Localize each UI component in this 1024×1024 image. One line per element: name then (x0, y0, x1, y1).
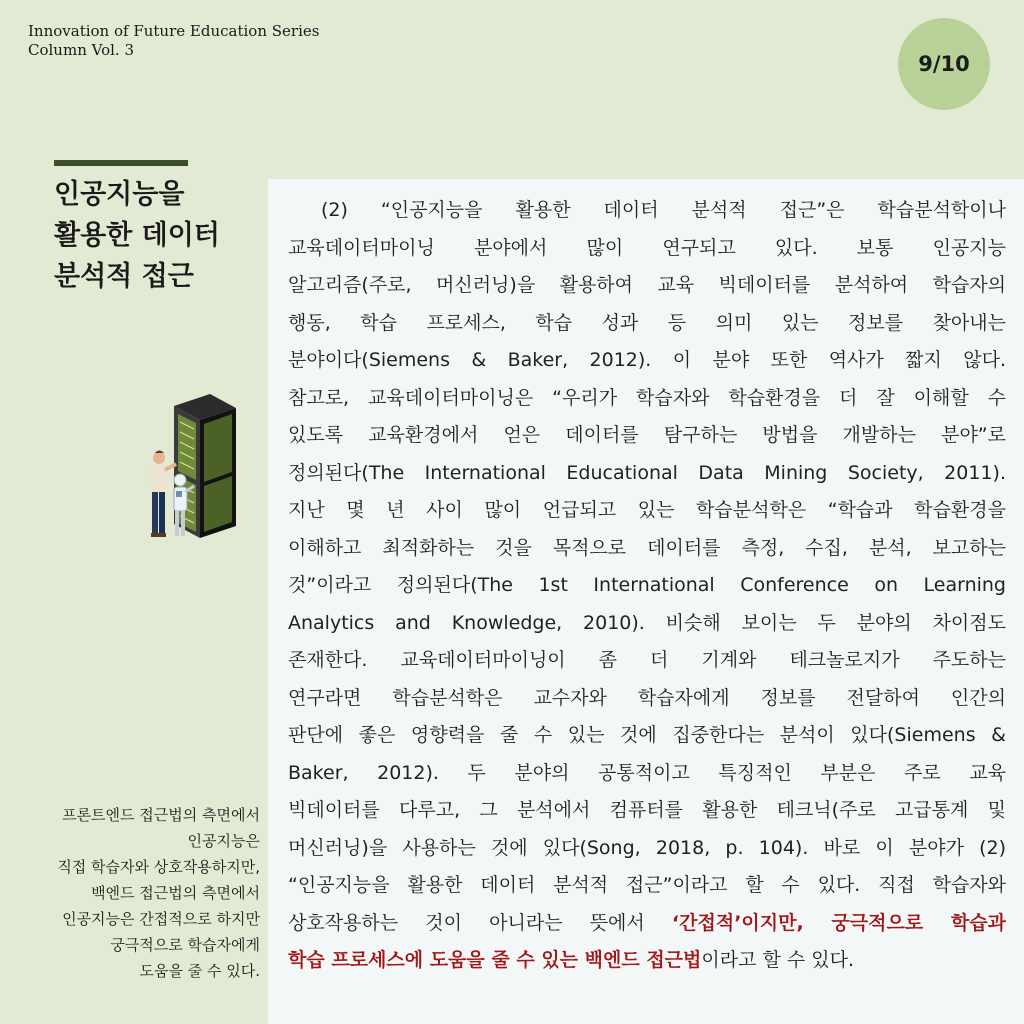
body-line: 존재한다. 교육데이터마이닝이 좀 더 기계와 테크놀로지가 주도하는 (288, 649, 1006, 671)
body-line-mixed (288, 942, 1006, 980)
section-title-line: 분석적 접근 (54, 261, 194, 292)
body-line: 행동, 학습 프로세스, 학습 성과 등 의미 있는 정보를 찾아내는 (288, 311, 1006, 334)
side-note-line: 궁극적으로 학습자에게 (110, 936, 260, 954)
body-line: Analytics and Knowledge, 2010). 비슷해 보이는 두 분야의 차이점도 (288, 611, 1006, 634)
body-line: 머신러닝)을 사용하는 것에 있다(Song, 2018, p. 104). 바로 이 분야가 (2) (288, 836, 1006, 859)
column-volume: Column Vol. 3 (28, 41, 134, 59)
body-line: 참고로, 교육데이터마이닝은 “우리가 학습자와 학습환경을 더 잘 이해할 수 (288, 386, 1006, 409)
body-line: 정의된다(The International Educational Data Mining Society, 2011). (288, 461, 1006, 484)
page-number-badge: 9/10 (898, 18, 990, 110)
body-text-plain: 이라고 할 수 있다. (701, 949, 855, 971)
side-note-line: 도움을 줄 수 있다. (139, 962, 260, 980)
section-title-line: 활용한 데이터 (54, 220, 220, 251)
side-note-line: 직접 학습자와 상호작용하지만, (57, 858, 260, 876)
body-line: 것”이라고 정의된다(The 1st International Conference on Learning (288, 574, 1006, 596)
body-text-highlight: 학습 프로세스에 도움을 줄 수 있는 백엔드 접근법 (288, 949, 702, 971)
series-title: Innovation of Future Education Series (28, 22, 320, 40)
body-line: 이해하고 최적화하는 것을 목적으로 데이터를 측정, 수집, 분석, 보고하는 (288, 536, 1006, 559)
series-header (28, 22, 319, 60)
body-line: “인공지능을 활용한 데이터 분석적 접근”이라고 할 수 있다. 직접 학습자와 (288, 874, 1006, 896)
body-line: 연구라면 학습분석학은 교수자와 학습자에게 정보를 전달하여 인간의 (288, 686, 1006, 709)
body-line: 알고리즘(주로, 머신러닝)을 활용하여 교육 빅데이터를 분석하여 학습자의 (288, 274, 1006, 296)
body-line: 교육데이터마이닝 분야에서 많이 연구되고 있다. 보통 인공지능 (288, 236, 1006, 259)
body-text-highlight: ‘간접적’이지만, 궁극적으로 학습과 (671, 911, 1006, 934)
body-line: (2) “인공지능을 활용한 데이터 분석적 접근”은 학습분석학이나 (288, 199, 1006, 221)
body-line-mixed (288, 905, 1006, 943)
section-accent-bar (54, 160, 188, 166)
side-note-line: 프론트엔드 접근법의 측면에서 (62, 806, 260, 824)
body-line: 분야이다(Siemens & Baker, 2012). 이 분야 또한 역사가 짧지 않다. (288, 349, 1006, 371)
body-line: 판단에 좋은 영향력을 줄 수 있는 것에 집중한다는 분석이 있다(Siemens & (288, 724, 1006, 746)
server-rack-robot-person-illustration (138, 392, 238, 552)
section-title (54, 174, 264, 297)
body-text (288, 192, 1006, 980)
body-text-plain: 상호작용하는 것이 아니라는 뜻에서 (288, 911, 672, 934)
body-line: 빅데이터를 다루고, 그 분석에서 컴퓨터를 활용한 테크닉(주로 고급통계 및 (288, 799, 1006, 821)
side-note-line: 인공지능은 (187, 832, 260, 850)
side-note-line: 백엔드 접근법의 측면에서 (91, 884, 260, 902)
body-line: Baker, 2012). 두 분야의 공통적이고 특징적인 부분은 주로 교육 (288, 761, 1006, 784)
body-line: 있도록 교육환경에서 얻은 데이터를 탐구하는 방법을 개발하는 분야”로 (288, 424, 1006, 446)
body-line: 지난 몇 년 사이 많이 언급되고 있는 학습분석학은 “학습과 학습환경을 (288, 499, 1006, 521)
side-note-line: 인공지능은 간접적으로 하지만 (62, 910, 260, 928)
side-note (10, 802, 260, 984)
section-title-line: 인공지능을 (54, 179, 185, 210)
